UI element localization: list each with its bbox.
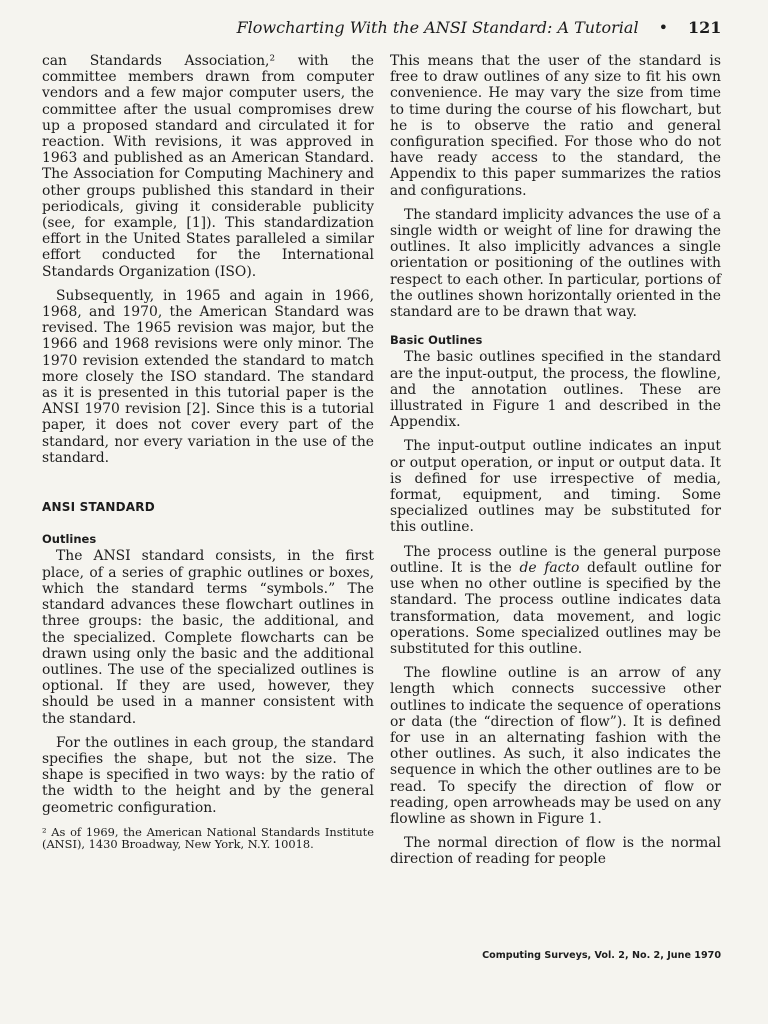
paragraph: The flowline outline is an arrow of any length which connects successive other outlines to indicate the sequence of operations or data (the “direction of flow”). It is defined for use in an alternating fashion with the other outlines. As such, it also indicates the sequence in which the other outlines are to be read. To specify the direction of flow or reading, open arrowheads may be used on any flowline as shown in Figure 1. <box>390 665 721 827</box>
section-heading: ANSI STANDARD <box>42 500 155 515</box>
paragraph: The ANSI standard consists, in the first place, of a series of graphic outlines or boxes, which the standard terms “symbols.” The standard advances these flowchart outlines in three groups: the basic, the additional, and the specialized. Complete flowcharts can be drawn using only the basic and the additional outlines. The use of the specialized outlines is optional. If they are used, however, they should be used in a manner consistent with the standard. <box>42 548 374 727</box>
page-number: 121 <box>688 18 722 37</box>
right-column <box>390 53 721 876</box>
paragraph: The normal direction of flow is the normal direction of reading for people <box>390 835 721 868</box>
paragraph: The input-output outline indicates an input or output operation, or input or output data. It is defined for use irrespective of media, format, equipment, and timing. Some specialized outlines may be substituted for this outline. <box>390 438 721 536</box>
paragraph: The standard implicity advances the use of a single width or weight of line for drawing the outlines. It also implicitly advances a single orientation or positioning of the outlines with respect to each other. In particular, portions of the outlines shown horizontally oriented in the standard are to be drawn that way. <box>390 206 721 321</box>
paragraph: The basic outlines specified in the standard are the input-output, the process, the flowline, and the annotation outlines. These are illustrated in Figure 1 and described in the Appendix. <box>390 349 721 431</box>
text-run: default outline for use when no other outline is specified by the standard. The process outline indicates data transformation, data movement, and logic operations. Some specialized outlines may be substituted for this outline. <box>390 559 721 657</box>
paragraph: For the outlines in each group, the standard specifies the shape, but not the size. The shape is specified in two ways: by the ratio of the width to the height and by the general geometric configuration. <box>42 734 374 816</box>
italic-text: de facto <box>519 559 580 576</box>
running-title: Flowcharting With the ANSI Standard: A Tutorial <box>236 18 639 37</box>
running-header <box>230 18 722 37</box>
text-run: The process outline is the general purpose outline. It is the <box>390 543 721 576</box>
paragraph <box>390 544 721 657</box>
header-bullet: • <box>658 18 668 37</box>
left-column <box>42 53 374 851</box>
paragraph: Subsequently, in 1965 and again in 1966, 1968, and 1970, the American Standard was revised. The 1965 revision was major, but the 1966 and 1968 revisions were only minor. The 1970 revision extended the standard to match more closely the ISO standard. The standard as it is presented in this tutorial paper is the ANSI 1970 revision [2]. Since this is a tutorial paper, it does not cover every part of the standard, nor every variation in the use of the standard. <box>42 287 374 466</box>
subsection-heading: Outlines <box>42 532 97 547</box>
subsection-heading: Basic Outlines <box>390 333 483 348</box>
page-footer-citation: Computing Surveys, Vol. 2, No. 2, June 1970 <box>482 950 721 961</box>
paragraph: This means that the user of the standard is free to draw outlines of any size to fit his own convenience. He may vary the size from time to time during the course of his flowchart, but he is to observe the ratio and general configuration specified. For those who do not have ready access to the standard, the Appendix to this paper summarizes the ratios and configurations. <box>390 53 721 199</box>
paragraph: can Standards Association,² with the committee members drawn from computer vendors and a few major computer users, the committee after the usual compromises drew up a proposed standard and circulated it for reaction. With revisions, it was approved in 1963 and published as an American Standard. The Association for Computing Machinery and other groups published this standard in their periodicals, giving it considerable publicity (see, for example, [1]). This standardization effort in the United States paralleled a similar effort conducted for the International Standards Organization (ISO). <box>42 53 374 280</box>
footnote: ² As of 1969, the American National Standards Institute (ANSI), 1430 Broadway, New York, N.Y. 10018. <box>42 824 374 852</box>
